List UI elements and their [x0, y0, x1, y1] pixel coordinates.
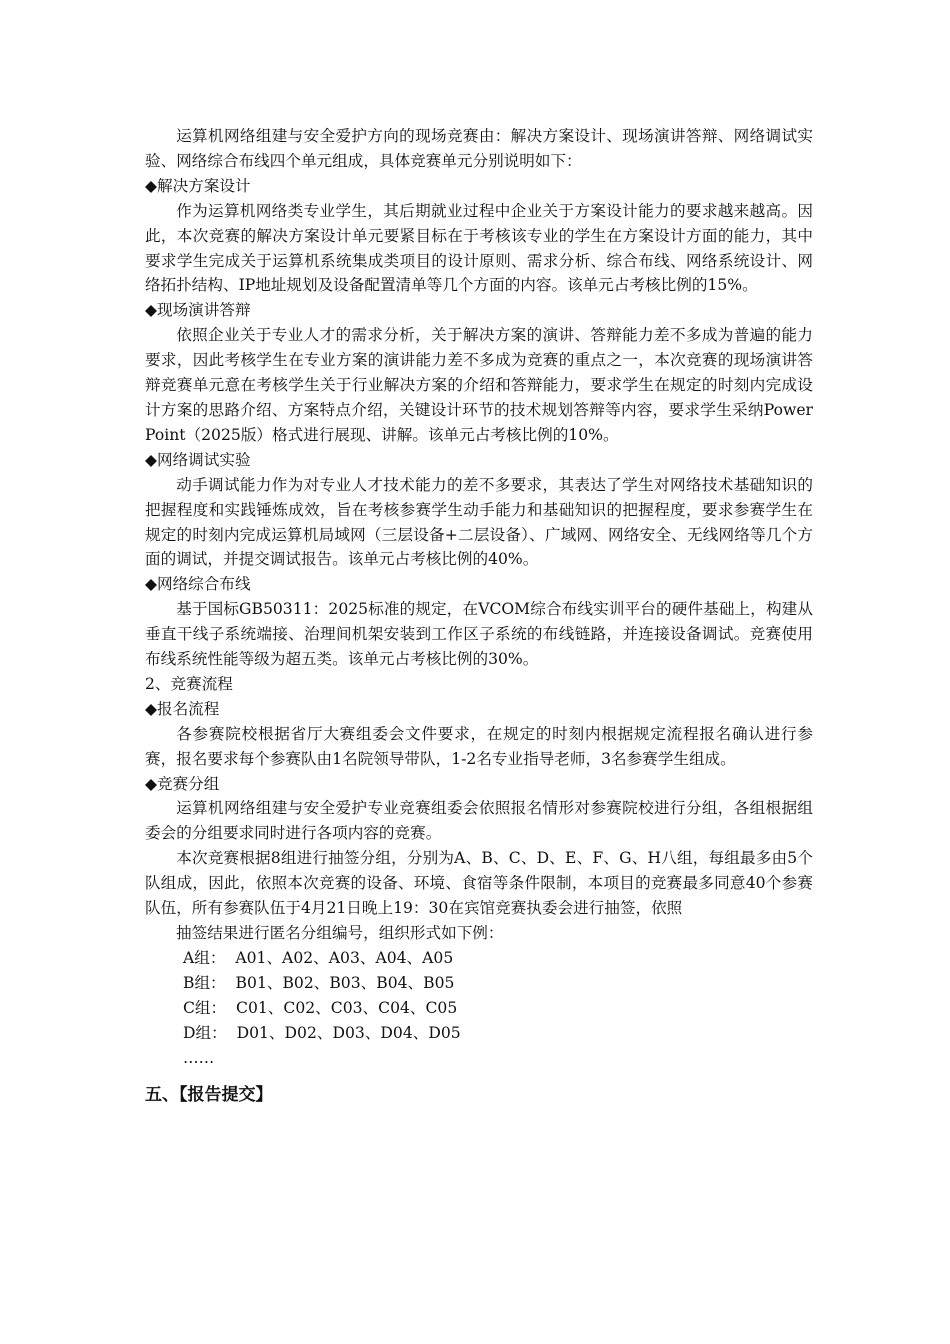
unit1-heading: ◆解决方案设计	[145, 176, 251, 195]
grouping-paragraph-3: 抽签结果进行匿名分组编号，组织形式如下例：	[176, 924, 504, 942]
registration-paragraph: 各参赛院校根据省厅大赛组委会文件要求，在规定的时刻内根据规定流程报名确认进行参赛，报名要求每个参赛队由1名院领导带队，1-2名专业指导老师，3名参赛学生组成。	[145, 724, 813, 768]
unit1-paragraph: 作为运算机网络类专业学生，其后期就业过程中企业关于方案设计能力的要求越来越高。因此，本次竞赛的解决方案设计单元要紧目标在于考核该专业的学生在方案设计方面的能力，其中要求学生完成关于运算机系统集成类项目的设计原则、需求分析、综合布线、网络系统设计、网络拓扑结构、IP地址规划及设备配置清单等几个方面的内容。该单元占考核比例的15%。	[145, 201, 813, 295]
grouping-paragraph-2: 本次竞赛根据8组进行抽签分组，分别为A、B、C、D、E、F、G、H八组，每组最多由5个队组成，因此，依照本次竞赛的设备、环境、食宿等条件限制，本项目的竞赛最多同意40个参赛队伍，所有参赛队伍于4月21日晚上19：30在宾馆竞赛执委会进行抽签，依照	[145, 849, 813, 918]
unit2-paragraph: 依照企业关于专业人才的需求分析，关于解决方案的演讲、答辩能力差不多成为普遍的能力要求，因此考核学生在专业方案的演讲能力差不多成为竞赛的重点之一，本次竞赛的现场演讲答辩竞赛单元意在考核学生关于行业解决方案的介绍和答辩能力，要求学生在规定的时刻内完成设计方案的思路介绍、方案特点介绍，关键设计环节的技术规划答辩等内容，要求学生采纳Power Point（2025版）格式进行展现、讲解。该单元占考核比例的10%。	[145, 326, 813, 444]
group-list-item: A组： A01、A02、A03、A04、A05	[183, 948, 454, 967]
grouping-paragraph-1: 运算机网络组建与安全爱护专业竞赛组委会依照报名情形对参赛院校进行分组，各组根据组委会的分组要求同时进行各项内容的竞赛。	[145, 799, 813, 843]
group-list-item: D组： D01、D02、D03、D04、D05	[183, 1023, 461, 1042]
unit4-heading: ◆网络综合布线	[145, 575, 251, 594]
unit4-paragraph: 基于国标GB50311：2025标准的规定，在VCOM综合布线实训平台的硬件基础上，构建从垂直干线子系统端接、治理间机架安装到工作区子系统的布线链路，并连接设备调试。竞赛使用布线系统性能等级为超五类。该单元占考核比例的30%。	[145, 600, 813, 669]
grouping-heading: ◆竞赛分组	[145, 774, 220, 793]
group-list-item: C组： C01、C02、C03、C04、C05	[183, 998, 458, 1017]
section5-heading: 五、【报告提交】	[145, 1085, 273, 1106]
intro-paragraph: 运算机网络组建与安全爱护方向的现场竞赛由：解决方案设计、现场演讲答辩、网络调试实验、网络综合布线四个单元组成，具体竞赛单元分别说明如下：	[145, 127, 813, 170]
unit2-heading: ◆现场演讲答辩	[145, 301, 251, 320]
registration-heading: ◆报名流程	[145, 699, 220, 718]
unit3-paragraph: 动手调试能力作为对专业人才技术能力的差不多要求，其表达了学生对网络技术基础知识的把握程度和实践锤炼成效，旨在考核参赛学生动手能力和基础知识的把握程度，要求参赛学生在规定的时刻内完成运算机局域网（三层设备+二层设备）、广域网、网络安全、无线网络等几个方面的调试，并提交调试报告。该单元占考核比例的40%。	[145, 475, 813, 569]
unit3-heading: ◆网络调试实验	[145, 450, 251, 469]
section2-heading: 2、竞赛流程	[145, 674, 233, 693]
group-list-ellipsis: ……	[183, 1048, 215, 1067]
document-body	[145, 124, 813, 1110]
group-list-item: B组： B01、B02、B03、B04、B05	[183, 973, 455, 992]
